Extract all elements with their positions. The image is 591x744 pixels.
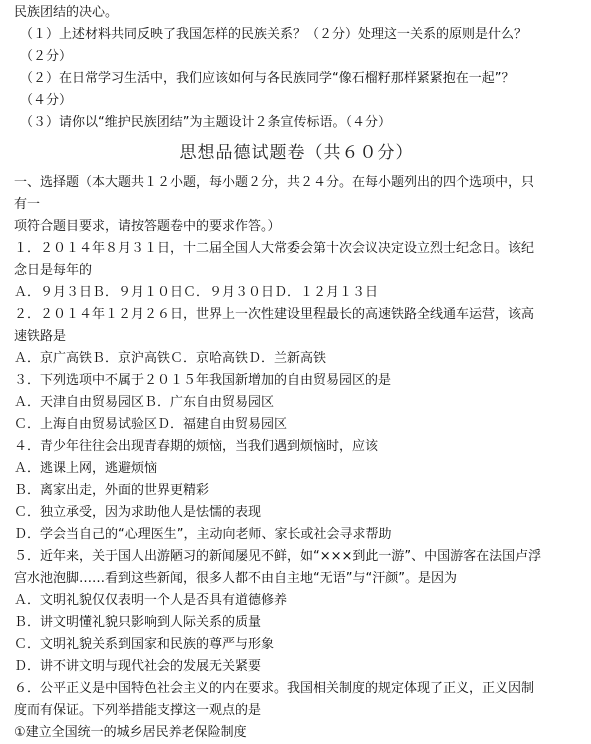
answer-option: Ｃ．文明礼貌关系到国家和民族的尊严与形象 [14,637,275,652]
answer-option: Ｃ．独立承受，因为求助他人是怯懦的表现 [14,505,262,520]
question-text: 念日是每年的 [14,263,93,278]
answer-option: ①建立全国统一的城乡居民养老保险制度 [14,725,247,740]
answer-option: Ｂ．离家出走，外面的世界更精彩 [14,483,210,498]
section-instruction: 有一 [14,197,41,212]
question-line: （１）上述材料共同反映了我国怎样的民族关系？（２分）处理这一关系的原则是什么？ [20,27,528,42]
question-text: 度而有保证。下列举措能支撑这一观点的是 [14,703,262,718]
answer-options: Ａ．９月３日Ｂ．９月１０日Ｃ．９月３０日Ｄ．１２月１３日 [14,285,379,300]
exam-section-title: 思想品德试题卷（共６０分） [179,143,414,163]
question-line: （２分） [20,49,73,64]
answer-option: Ａ．逃课上网，逃避烦恼 [14,461,158,476]
answer-options: Ａ．京广高铁Ｂ．京沪高铁Ｃ．京哈高铁Ｄ．兰新高铁 [14,351,327,366]
section-instruction: 项符合题目要求，请按答题卷中的要求作答。） [14,219,281,234]
text-line: 民族团结的决心。 [14,5,119,20]
section-instruction: 一、选择题（本大题共１２小题，每小题２分，共２４分。在每小题列出的四个选项中，只 [14,175,535,190]
question-text: ２．２０１４年１２月２６日，世界上一次性建设里程最长的高速铁路全线通车运营，该高 [14,307,535,322]
question-text: ４．青少年往往会出现青春期的烦恼，当我们遇到烦恼时，应该 [14,439,379,454]
answer-options: Ａ．天津自由贸易园区Ｂ．广东自由贸易园区 [14,395,275,410]
answer-option: Ａ．文明礼貌仅仅表明一个人是否具有道德修养 [14,593,288,608]
question-text: 速铁路是 [14,329,67,344]
question-text: １．２０１４年８月３１日，十二届全国人大常委会第十次会议决定设立烈士纪念日。该纪 [14,241,535,256]
answer-options: Ｃ．上海自由贸易试验区Ｄ．福建自由贸易园区 [14,417,288,432]
question-line: （２）在日常学习生活中，我们应该如何与各民族同学“像石榴籽那样紧紧抱在一起”？ [20,71,515,86]
question-text: ５．近年来，关于国人出游陋习的新闻屡见不鲜，如“×××到此一游”、中国游客在法国卢浮 [14,549,542,564]
question-line: （３）请你以“维护民族团结”为主题设计２条宣传标语。（４分） [20,115,391,130]
answer-option: Ｄ．讲不讲文明与现代社会的发展无关紧要 [14,659,262,674]
question-text: ３．下列选项中不属于２０１５年我国新增加的自由贸易园区的是 [14,373,392,388]
answer-option: Ｂ．讲文明懂礼貌只影响到人际关系的质量 [14,615,262,630]
question-text: ６．公平正义是中国特色社会主义的内在要求。我国相关制度的规定体现了正义，正义因制 [14,681,535,696]
answer-option: Ｄ．学会当自己的“心理医生”，主动向老师、家长或社会寻求帮助 [14,527,392,542]
question-text: 宫水池泡脚……看到这些新闻，很多人都不由自主地“无语”与“汗颜”。是因为 [14,571,457,586]
question-line: （４分） [20,93,73,108]
